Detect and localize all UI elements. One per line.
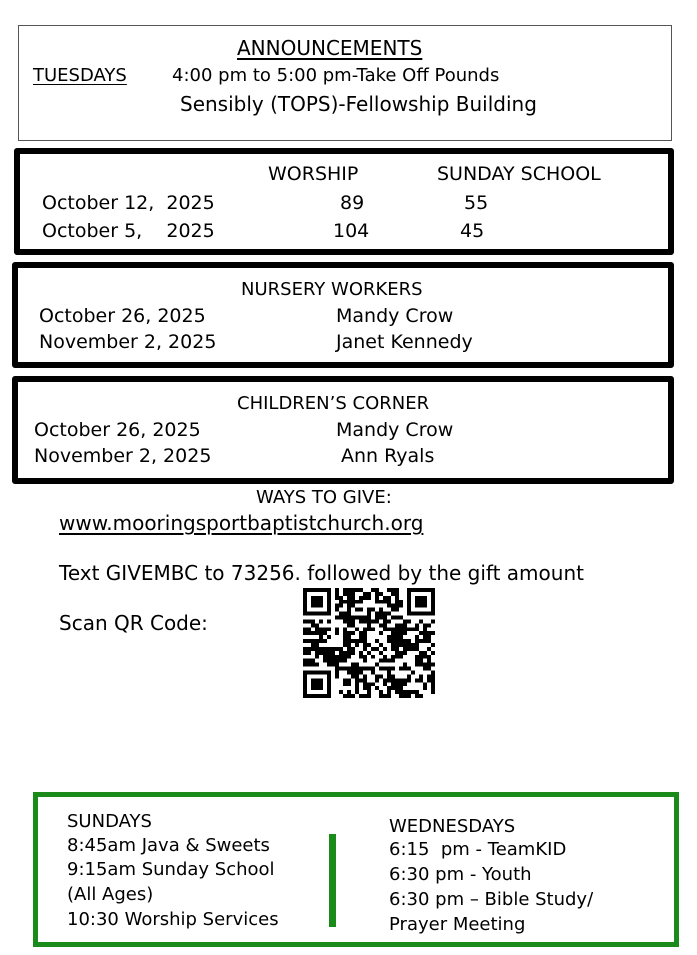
schedule-divider	[329, 834, 336, 927]
sundays-item: 8:45am Java & Sweets	[67, 835, 270, 856]
give-title: WAYS TO GIVE:	[256, 487, 392, 508]
nursery-row-name: Janet Kennedy	[336, 331, 473, 353]
sundays-title: SUNDAYS	[67, 811, 152, 832]
nursery-title: NURSERY WORKERS	[241, 279, 423, 300]
childrens-corner-row-date: November 2, 2025	[34, 445, 212, 467]
attendance-header-sunday-school: SUNDAY SCHOOL	[437, 163, 601, 185]
childrens-corner-row-name: Mandy Crow	[336, 419, 454, 441]
attendance-row-worship: 104	[333, 220, 370, 242]
give-url-link[interactable]: www.mooringsportbaptistchurch.org	[59, 511, 424, 535]
sundays-item: (All Ages)	[67, 884, 154, 905]
attendance-row-sunday-school: 45	[460, 220, 485, 242]
childrens-corner-row-date: October 26, 2025	[34, 419, 201, 441]
attendance-row-date: October 12, 2025	[42, 192, 215, 214]
wednesdays-item: 6:15 pm - TeamKID	[389, 839, 567, 860]
wednesdays-item: 6:30 pm – Bible Study/	[389, 889, 594, 910]
wednesdays-item: 6:30 pm - Youth	[389, 864, 532, 885]
announcements-line1: 4:00 pm to 5:00 pm-Take Off Pounds	[172, 65, 500, 86]
nursery-row-date: November 2, 2025	[39, 331, 217, 353]
childrens-corner-title: CHILDREN’S CORNER	[237, 393, 430, 414]
wednesdays-title: WEDNESDAYS	[389, 816, 516, 837]
attendance-header-worship: WORSHIP	[268, 163, 359, 185]
announcements-day: TUESDAYS	[33, 65, 127, 86]
announcements-title: ANNOUNCEMENTS	[237, 36, 423, 60]
sundays-item: 9:15am Sunday School	[67, 859, 275, 880]
childrens-corner-row-name: Ann Ryals	[341, 445, 435, 467]
qr-code-icon[interactable]	[303, 588, 435, 698]
give-text-instructions: Text GIVEMBC to 73256. followed by the gift amount	[59, 561, 584, 585]
qr-label: Scan QR Code:	[59, 611, 208, 635]
announcements-line2: Sensibly (TOPS)-Fellowship Building	[180, 92, 537, 116]
wednesdays-item: Prayer Meeting	[389, 914, 526, 935]
attendance-row-sunday-school: 55	[464, 192, 489, 214]
attendance-row-date: October 5, 2025	[42, 220, 215, 242]
nursery-row-date: October 26, 2025	[39, 305, 206, 327]
sundays-item: 10:30 Worship Services	[67, 909, 279, 930]
nursery-row-name: Mandy Crow	[336, 305, 454, 327]
attendance-row-worship: 89	[340, 192, 365, 214]
